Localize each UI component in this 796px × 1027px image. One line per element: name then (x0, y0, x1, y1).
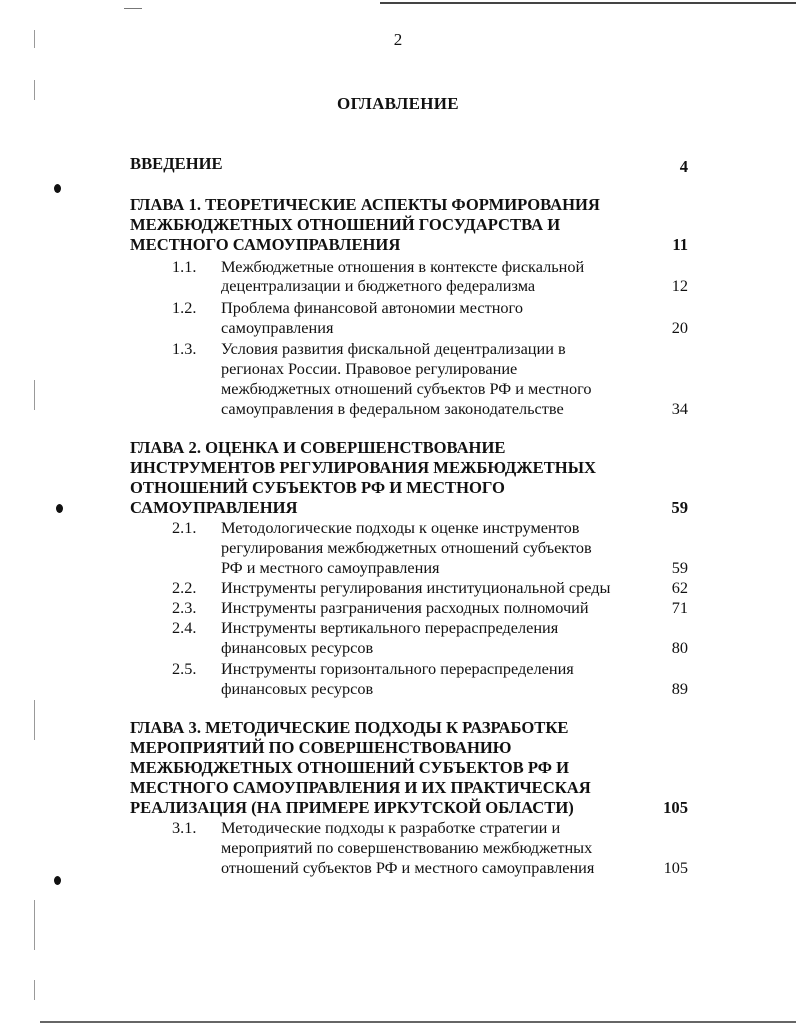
section-2-5-title-line: Инструменты горизонтального перераспределения (221, 659, 574, 678)
section-2-2-title-line: Инструменты регулирования институциональной среды (221, 578, 611, 597)
chapter-2-title-line: ИНСТРУМЕНТОВ РЕГУЛИРОВАНИЯ МЕЖБЮДЖЕТНЫХ (130, 458, 596, 477)
chapter-2-page: 59 (671, 498, 688, 517)
section-3-1-title-line: отношений субъектов РФ и местного самоуправления (221, 858, 595, 877)
page-number: 2 (393, 30, 403, 49)
section-1-3-title-line: самоуправления в федеральном законодательстве (221, 399, 564, 418)
chapter-2-title-line: ГЛАВА 2. ОЦЕНКА И СОВЕРШЕНСТВОВАНИЕ (130, 438, 506, 457)
intro-title: ВВЕДЕНИЕ (130, 154, 223, 173)
section-2-3-title-line: Инструменты разграничения расходных полномочий (221, 598, 589, 617)
section-1-3-title-line: межбюджетных отношений субъектов РФ и местного (221, 379, 592, 398)
section-1-3-page: 34 (671, 399, 688, 418)
chapter-3-page: 105 (663, 798, 688, 817)
section-1-1-title-line: децентрализации и бюджетного федерализма (221, 276, 536, 295)
toc-title: ОГЛАВЛЕНИЕ (337, 94, 459, 113)
scan-edge-left (34, 980, 35, 1000)
section-1-1-number: 1.1. (172, 257, 197, 276)
section-2-2-number: 2.2. (172, 578, 197, 597)
section-2-5-title-line: финансовых ресурсов (221, 679, 374, 698)
section-3-1-number: 3.1. (172, 818, 197, 837)
punch-hole-mark (56, 504, 63, 513)
section-2-4-number: 2.4. (172, 618, 197, 637)
section-2-3-page: 71 (671, 598, 688, 617)
scan-edge-bottom (40, 1021, 796, 1023)
chapter-2-title-line: САМОУПРАВЛЕНИЯ (130, 498, 298, 517)
section-2-1-title-line: Методологические подходы к оценке инструментов (221, 518, 580, 537)
chapter-1-title-line: ГЛАВА 1. ТЕОРЕТИЧЕСКИЕ АСПЕКТЫ ФОРМИРОВАНИЯ (130, 195, 600, 214)
punch-hole-mark (54, 876, 61, 885)
section-1-2-page: 20 (671, 318, 688, 337)
chapter-1-title-line: МЕСТНОГО САМОУПРАВЛЕНИЯ (130, 235, 401, 254)
section-3-1-title-line: Методические подходы к разработке стратегии и (221, 818, 561, 837)
intro-page: 4 (679, 157, 688, 176)
section-1-3-number: 1.3. (172, 339, 197, 358)
section-1-2-title-line: Проблема финансовой автономии местного (221, 298, 523, 317)
chapter-3-title-line: МЕРОПРИЯТИЙ ПО СОВЕРШЕНСТВОВАНИЮ (130, 738, 512, 757)
section-2-3-number: 2.3. (172, 598, 197, 617)
scan-mark-top (124, 8, 142, 9)
chapter-3-title-line: ГЛАВА 3. МЕТОДИЧЕСКИЕ ПОДХОДЫ К РАЗРАБОТКЕ (130, 718, 569, 737)
section-1-3-title-line: регионах России. Правовое регулирование (221, 359, 518, 378)
section-3-1-title-line: мероприятий по совершенствованию межбюджетных (221, 838, 593, 857)
section-2-1-number: 2.1. (172, 518, 197, 537)
section-1-2-title-line: самоуправления (221, 318, 334, 337)
chapter-3-title-line: РЕАЛИЗАЦИЯ (НА ПРИМЕРЕ ИРКУТСКОЙ ОБЛАСТИ) (130, 798, 574, 817)
section-1-1-title-line: Межбюджетные отношения в контексте фискальной (221, 257, 585, 276)
chapter-3-title-line: МЕЖБЮДЖЕТНЫХ ОТНОШЕНИЙ СУБЪЕКТОВ РФ И (130, 758, 569, 777)
chapter-1-title-line: МЕЖБЮДЖЕТНЫХ ОТНОШЕНИЙ ГОСУДАРСТВА И (130, 215, 561, 234)
scan-edge-left (34, 700, 35, 740)
scan-edge-left (34, 380, 35, 410)
scan-edge-top (380, 2, 796, 4)
section-2-2-page: 62 (671, 578, 688, 597)
section-2-1-title-line: регулирования межбюджетных отношений субъектов (221, 538, 592, 557)
section-3-1-page: 105 (663, 858, 688, 877)
section-2-5-page: 89 (671, 679, 688, 698)
chapter-2-title-line: ОТНОШЕНИЙ СУБЪЕКТОВ РФ И МЕСТНОГО (130, 478, 505, 497)
scan-edge-left (34, 900, 35, 950)
punch-hole-mark (54, 184, 61, 193)
section-2-4-title-line: финансовых ресурсов (221, 638, 374, 657)
section-2-4-title-line: Инструменты вертикального перераспределения (221, 618, 559, 637)
section-2-5-number: 2.5. (172, 659, 197, 678)
chapter-1-page: 11 (672, 235, 688, 254)
section-1-1-page: 12 (671, 276, 688, 295)
section-2-4-page: 80 (671, 638, 688, 657)
section-2-1-title-line: РФ и местного самоуправления (221, 558, 440, 577)
section-1-3-title-line: Условия развития фискальной децентрализации в (221, 339, 566, 358)
section-1-2-number: 1.2. (172, 298, 197, 317)
section-2-1-page: 59 (671, 558, 688, 577)
chapter-3-title-line: МЕСТНОГО САМОУПРАВЛЕНИЯ И ИХ ПРАКТИЧЕСКАЯ (130, 778, 591, 797)
